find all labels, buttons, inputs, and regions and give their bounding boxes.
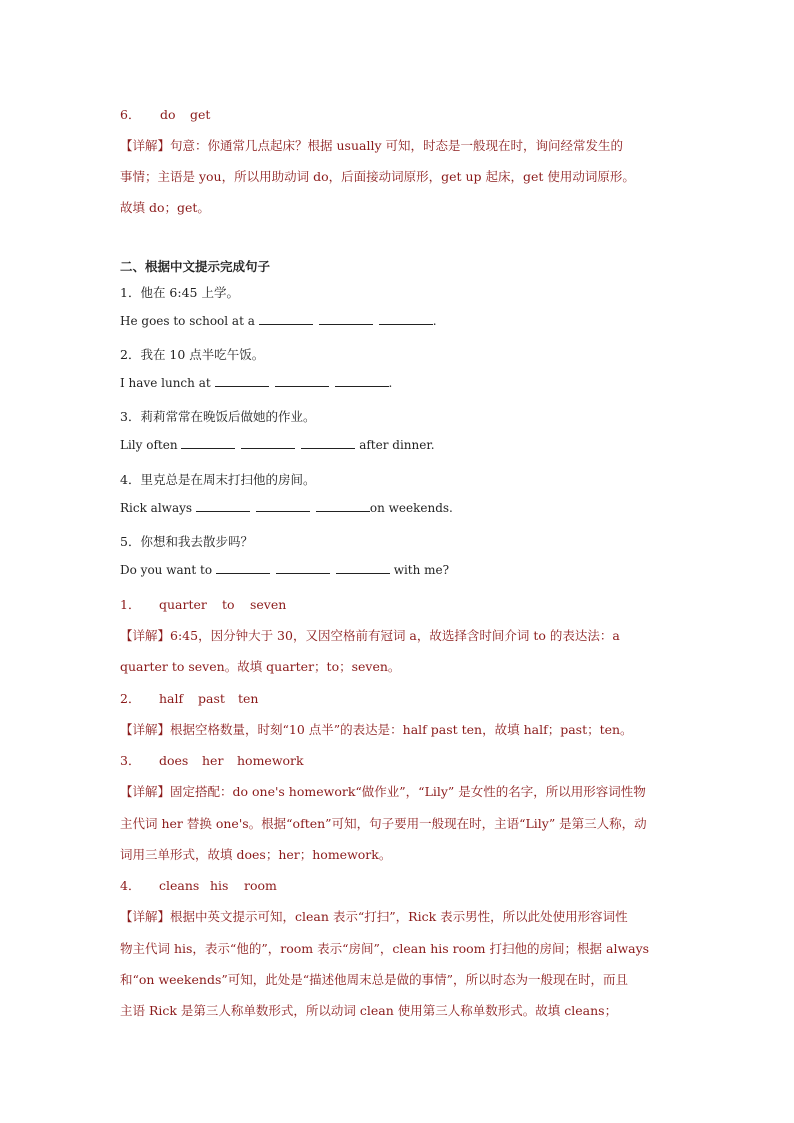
detail-line: 和“on weekends”可知，此处是“描述他周末总是做的事情”，所以时态为一般现在时，而且 — [120, 972, 629, 987]
question-en-end: on weekends. — [369, 501, 453, 515]
answer-blank — [301, 438, 355, 449]
answer-number: 4． — [120, 878, 141, 893]
answer-blank — [276, 563, 330, 574]
question-en-text: Do you want to — [120, 563, 213, 577]
question-en-text: Lily often — [120, 438, 178, 452]
answer-number: 2． — [120, 691, 141, 706]
detail-line: 主代词 her 替换 one's。根据“often”可知，句子要用一般现在时，主语“Lily” 是第三人称，动 — [120, 816, 647, 831]
answer-word: past — [198, 691, 225, 706]
answer-blank — [181, 438, 235, 449]
detail-line: 【详解】根据空格数量，时刻“10 点半”的表达是：half past ten，故填 half；past；ten。 — [120, 722, 633, 737]
answer-blank — [215, 376, 269, 387]
answer-line-3 — [120, 751, 304, 769]
detail-line: 物主代词 his，表示“他的”，room 表示“房间”，clean his room 打扫他的房间；根据 always — [120, 941, 650, 956]
answer-blank — [259, 314, 313, 325]
question-en — [120, 438, 435, 452]
question-en-end: . — [432, 314, 437, 328]
question-en-text: He goes to school at a — [120, 314, 255, 328]
answer-word: quarter — [159, 597, 207, 612]
answer-blank — [275, 376, 329, 387]
answer-word: his — [210, 878, 229, 893]
question-en-end: with me? — [389, 563, 450, 577]
answer-word: does — [159, 753, 189, 768]
detail-line: 【详解】根据中英文提示可知，clean 表示“打扫”，Rick 表示男性，所以此处使用形容词性 — [120, 909, 628, 924]
answer-line-4 — [120, 876, 277, 894]
answer-blank — [336, 563, 390, 574]
question-cn: 2．我在 10 点半吃午饭。 — [120, 347, 265, 362]
answer-blank — [256, 501, 310, 512]
detail-line: 【详解】固定搭配：do one's homework“做作业”，“Lily” 是女性的名字，所以用形容词性物 — [120, 784, 646, 799]
detail-line: 【详解】句意：你通常几点起床？根据 usually 可知，时态是一般现在时，询问经常发生的 — [120, 138, 623, 153]
answer-word: room — [244, 878, 277, 893]
detail-line: 故填 do；get。 — [120, 200, 210, 215]
answer-line-6 — [120, 105, 210, 123]
detail-line: 词用三单形式，故填 does；her；homework。 — [120, 847, 392, 862]
section-title: 二、根据中文提示完成句子 — [120, 259, 271, 274]
question-en-end: . — [388, 376, 393, 390]
answer-word: ten — [238, 691, 259, 706]
answer-word: cleans — [159, 878, 200, 893]
answer-number: 6． — [120, 107, 141, 122]
question-en-text: Rick always — [120, 501, 193, 515]
answer-blank — [335, 376, 389, 387]
detail-line: 事情；主语是 you，所以用助动词 do，后面接动词原形，get up 起床，get 使用动词原形。 — [120, 169, 635, 184]
question-en-end: after dinner. — [355, 438, 435, 452]
question-en — [120, 501, 453, 515]
answer-word: to — [222, 597, 235, 612]
question-cn: 1．他在 6:45 上学。 — [120, 285, 239, 300]
question-cn: 3．莉莉常常在晚饭后做她的作业。 — [120, 409, 316, 424]
detail-line: 【详解】6:45，因分钟大于 30，又因空格前有冠词 a，故选择含时间介词 to 的表达法：a — [120, 628, 620, 643]
answer-word: her — [202, 753, 224, 768]
answer-line-1 — [120, 595, 286, 613]
answer-number: 1． — [120, 597, 141, 612]
answer-word: homework — [237, 753, 304, 768]
answer-number: 3． — [120, 753, 141, 768]
answer-blank — [196, 501, 250, 512]
question-en — [120, 563, 449, 577]
answer-blank — [241, 438, 295, 449]
detail-line: quarter to seven。故填 quarter；to；seven。 — [120, 659, 401, 674]
answer-blank — [319, 314, 373, 325]
answer-blank — [316, 501, 370, 512]
answer-word: half — [159, 691, 184, 706]
question-en-text: I have lunch at — [120, 376, 211, 390]
answer-line-2 — [120, 689, 258, 707]
question-en — [120, 376, 392, 390]
answer-blank — [216, 563, 270, 574]
answer-word: get — [190, 107, 211, 122]
answer-word: do — [160, 107, 176, 122]
question-cn: 4．里克总是在周末打扫他的房间。 — [120, 472, 316, 487]
answer-blank — [379, 314, 433, 325]
question-cn: 5．你想和我去散步吗？ — [120, 534, 253, 549]
answer-word: seven — [250, 597, 287, 612]
detail-line: 主语 Rick 是第三人称单数形式，所以动词 clean 使用第三人称单数形式。故填 cleans； — [120, 1003, 618, 1018]
question-en — [120, 314, 437, 328]
